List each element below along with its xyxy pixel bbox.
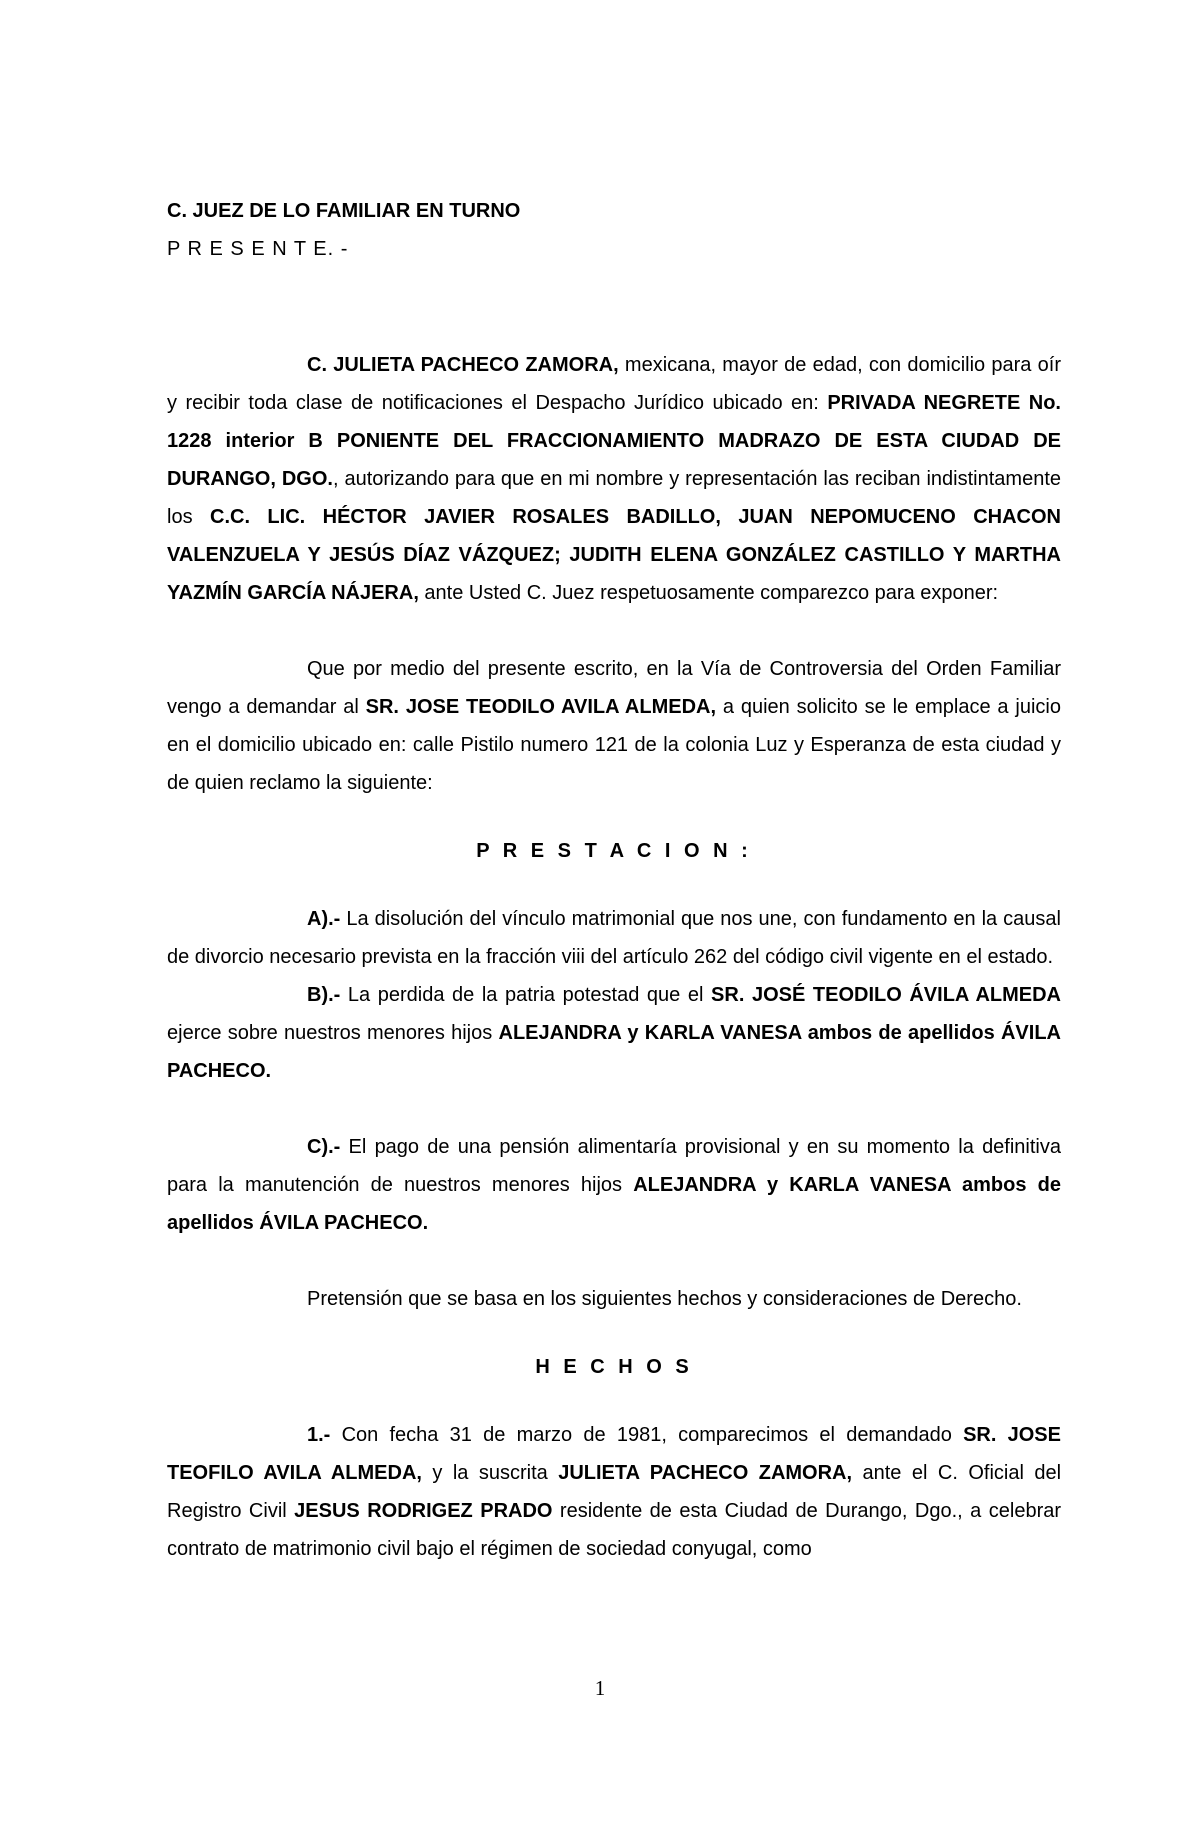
spacer: [167, 802, 1061, 832]
addressee-heading: C. JUEZ DE LO FAMILIAR EN TURNO: [167, 200, 521, 222]
pretension-paragraph: Pretensión que se basa en los siguientes hechos y consideraciones de Derecho.: [307, 1288, 1022, 1310]
prestacion-b: [167, 976, 1061, 1090]
spacer: [167, 268, 1061, 346]
prestacion-c: [167, 1128, 1061, 1242]
plaintiff-name: C. JULIETA PACHECO ZAMORA,: [307, 354, 619, 376]
prestacion-c-text: El pago de una pensión alimentaría provisional y en su momento la definitiva para la manutención de nuestros menores hijos: [167, 1136, 1061, 1196]
hechos-title: H E C H O S: [535, 1356, 693, 1378]
demand-paragraph: [167, 650, 1061, 802]
prestacion-a-text: La disolución del vínculo matrimonial que nos une, con fundamento en la causal de divorcio necesario prevista en la fracción viii del artículo 262 del código civil vigente en el estado.: [167, 908, 1061, 968]
hecho-1-text-4: residente de esta Ciudad de Durango, Dgo., a celebrar contrato de matrimonio civil bajo el régimen de sociedad conyugal, como: [167, 1500, 1062, 1560]
prestacion-c-label: C).-: [307, 1136, 341, 1158]
page-number: 1: [594, 1676, 606, 1700]
hecho-1-defendant: SR. JOSE TEOFILO AVILA ALMEDA,: [167, 1424, 1061, 1484]
prestacion-c-children: ALEJANDRA y KARLA VANESA ambos de apellidos ÁVILA PACHECO.: [167, 1174, 1061, 1234]
intro-text-2: , autorizando para que en mi nombre y representación las reciban indistintamente los: [167, 468, 1061, 528]
prestacion-title: P R E S T A C I O N :: [476, 840, 752, 862]
spacer: [167, 1386, 1061, 1416]
demand-text-2: a quien solicito se le emplace a juicio en el domicilio ubicado en: calle Pistilo numero 121 de la colonia Luz y Esperanza de esta ciudad y de quien reclamo la siguiente:: [167, 696, 1061, 794]
document-body: [167, 192, 1061, 1568]
hecho-1: [167, 1416, 1061, 1568]
hecho-1-official: JESUS RODRIGEZ PRADO: [294, 1500, 553, 1522]
prestacion-a: [167, 900, 1061, 976]
demand-text-1: Que por medio del presente escrito, en la Vía de Controversia del Orden Familiar vengo a demandar al: [167, 658, 1061, 718]
address: PRIVADA NEGRETE No. 1228 interior B PONIENTE DEL FRACCIONAMIENTO MADRAZO DE ESTA CIUDAD DE DURANGO, DGO.: [167, 392, 1061, 490]
prestacion-b-text-2: ejerce sobre nuestros menores hijos: [167, 1022, 499, 1044]
prestacion-b-text-1: La perdida de la patria potestad que el: [340, 984, 712, 1006]
spacer: [167, 870, 1061, 900]
hecho-1-text-3: ante el C. Oficial del Registro Civil: [167, 1462, 1062, 1522]
intro-text-3: ante Usted C. Juez respetuosamente comparezco para exponer:: [418, 582, 999, 604]
prestacion-b-children: ALEJANDRA y KARLA VANESA ambos de apellidos ÁVILA PACHECO.: [167, 1022, 1061, 1082]
defendant-name: SR. JOSE TEODILO AVILA ALMEDA,: [365, 696, 717, 718]
spacer: [167, 1318, 1061, 1348]
hecho-1-label: 1.-: [307, 1424, 331, 1446]
hecho-1-text-1: Con fecha 31 de marzo de 1981, comparecimos el demandado: [330, 1424, 964, 1446]
intro-text-1: mexicana, mayor de edad, con domicilio para oír y recibir toda clase de notificaciones el Despacho Jurídico ubicado en:: [167, 354, 1061, 414]
intro-paragraph: [167, 346, 1061, 612]
authorized-lawyers: C.C. LIC. HÉCTOR JAVIER ROSALES BADILLO, JUAN NEPOMUCENO CHACON VALENZUELA Y JESÚS DÍAZ VÁZQUEZ; JUDITH ELENA GONZÁLEZ CASTILLO Y MARTHA YAZMÍN GARCÍA NÁJERA,: [167, 506, 1061, 604]
spacer: [167, 612, 1061, 650]
prestacion-b-name: SR. JOSÉ TEODILO ÁVILA ALMEDA: [711, 984, 1062, 1006]
spacer: [167, 1090, 1061, 1128]
hecho-1-text-2: y la suscrita: [421, 1462, 559, 1484]
presente-line: P R E S E N T E. -: [167, 238, 349, 260]
prestacion-b-label: B).-: [307, 984, 341, 1006]
hecho-1-plaintiff: JULIETA PACHECO ZAMORA,: [558, 1462, 853, 1484]
spacer: [167, 1242, 1061, 1280]
prestacion-a-label: A).-: [307, 908, 341, 930]
